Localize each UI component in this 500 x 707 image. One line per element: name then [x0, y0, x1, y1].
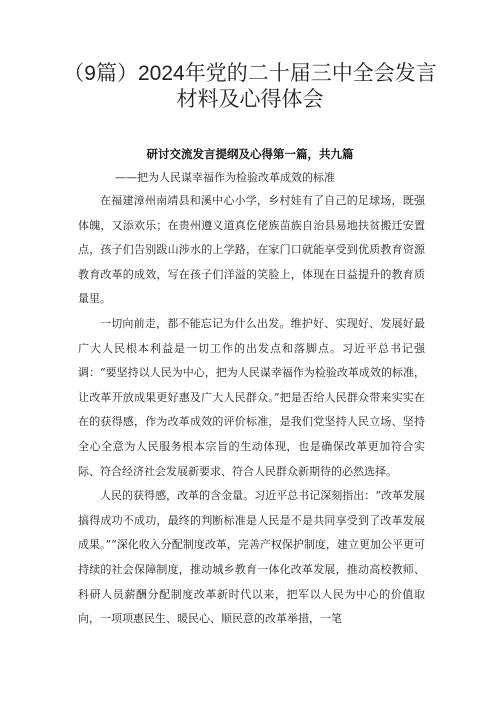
section-heading: 研讨交流发言提纲及心得第一篇，共九篇: [146, 147, 354, 161]
document-title-line-2: 材料及心得体会: [176, 88, 324, 111]
document-body: [78, 189, 425, 632]
document-title-line-1: （9篇）2024年党的二十届三中全会发言: [63, 62, 437, 85]
paragraph: 人民的获得感，改革的含金量。习近平总书记深刻指出：“改革发展搞得成功不成功，最终的判断标准是人民是不是共同享受到了改革发展成果。”“深化收入分配制度改革，完善产权保护制度，建立更加公平更可持续的社会保障制度，推动城乡教育一体化改革发展，推动高校教师、科研人员薪酬分配制度改革新时代以来，把军以人民为中心的价值取向，一项项惠民生、暖民心、顺民意的改革举措，一笔: [78, 489, 425, 626]
paragraph: 在福建漳州南靖县和溪中心小学，乡村娃有了自己的足球场，既强体魄，又添欢乐；在贵州遵义道真仡佬族苗族自治县易地扶贫搬迁安置点，孩子们告别跋山涉水的上学路，在家门口就能享受到优质教育资源教育改革的成效，写在孩子们洋溢的笑脸上，体现在日益提升的教育质量里。: [78, 194, 425, 306]
section-subtitle: ——把为人民谋幸福作为检验改革成效的标准: [115, 171, 335, 184]
paragraph: 一切向前走，都不能忘记为什么出发。维护好、实现好、发展好最广大人民根本利益是一切工作的出发点和落脚点。习近平总书记强调：“要坚持以人民为中心，把为人民谋幸福作为检验改革成效的标准，让改革开放成果更好惠及广大人民群众。”把是否给人民群众带来实实在在的获得感，作为改革成效的评价标准，是我们党坚持人民立场、坚持全心全意为人民服务根本宗旨的生动体现，也是确保改革更加符合实际、符合经济社会发展新要求、符合人民群众新期待的必然选择。: [78, 316, 425, 478]
